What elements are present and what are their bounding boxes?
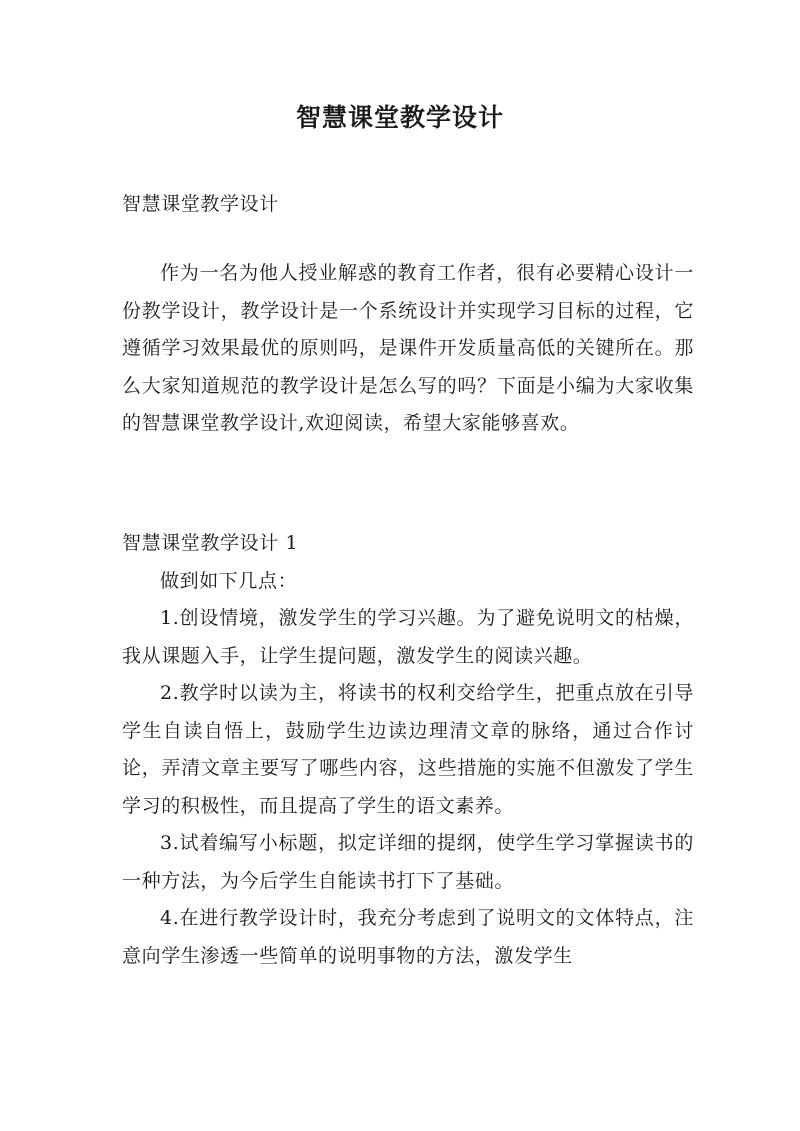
list-item: 2.教学时以读为主，将读书的权利交给学生，把重点放在引导学生自读自悟上，鼓励学生边读边理清文章的脉络，通过合作讨论，弄清文章主要写了哪些内容，这些措施的实施不但激发了学生学习的积极性，而且提高了学生的语文素养。 [122,682,694,817]
document-subtitle: 智慧课堂教学设计 [122,193,279,215]
page-title: 智慧课堂教学设计 [295,103,504,132]
list-item: 1.创设情境，激发学生的学习兴趣。为了避免说明文的枯燥，我从课题入手，让学生提问题，激发学生的阅读兴趣。 [122,607,694,667]
section-lead: 做到如下几点： [160,569,298,592]
list-item: 4.在进行教学设计时，我充分考虑到了说明文的文体特点，注意向学生渗透一些简单的说明事物的方法，激发学生 [122,907,694,967]
section-heading: 智慧课堂教学设计 1 [122,532,299,554]
list-item: 3.试着编写小标题，拟定详细的提纲，使学生学习掌握读书的一种方法，为今后学生自能读书打下了基础。 [122,832,694,892]
section-1 [122,525,694,975]
intro-paragraph: 作为一名为他人授业解惑的教育工作者，很有必要精心设计一份教学设计，教学设计是一个系统设计并实现学习目标的过程，它遵循学习效果最优的原则吗，是课件开发质量高低的关键所在。那么大家知道规范的教学设计是怎么写的吗？下面是小编为大家收集的智慧课堂教学设计,欢迎阅读，希望大家能够喜欢。 [122,262,694,434]
intro-section [122,255,694,443]
